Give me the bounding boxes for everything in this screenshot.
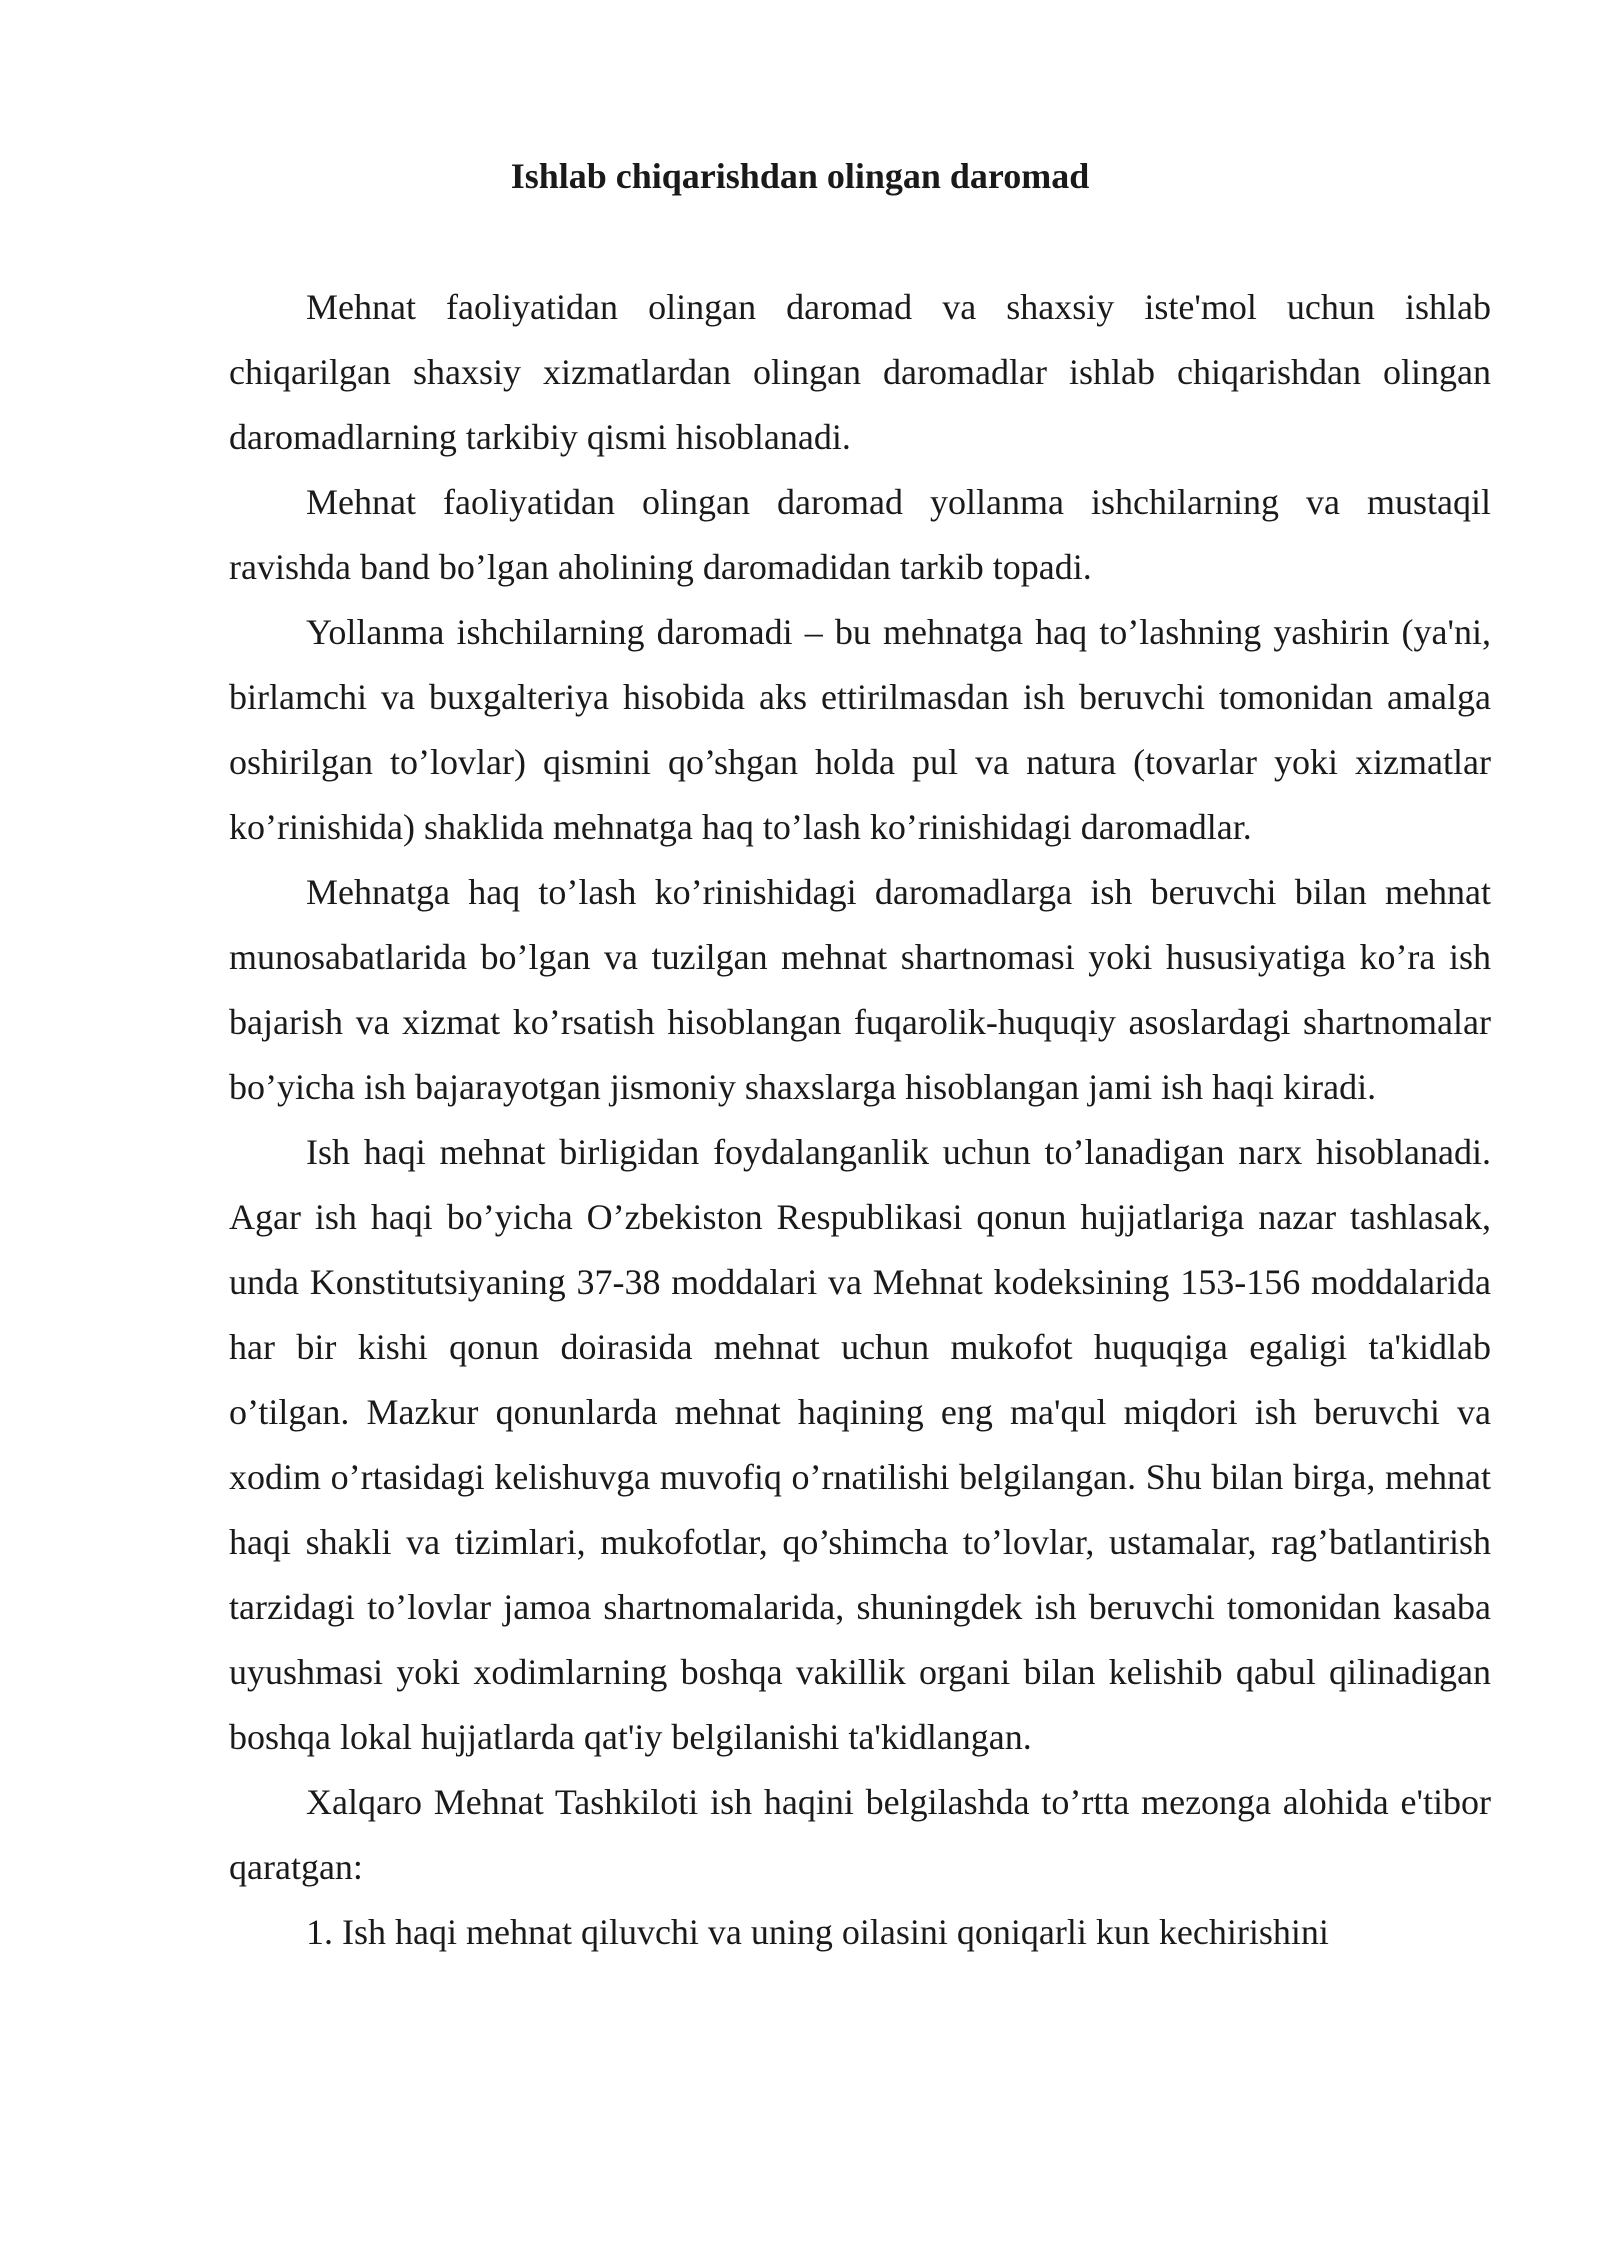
- paragraph-5: Ish haqi mehnat birligidan foydalanganlik uchun to’lanadigan narx hisoblanadi. Agar ish haqi bo’yicha O’zbekiston Respublikasi qonun hujjatlariga nazar tashlasak, unda Konstitutsiyaning 37-38 moddalari va Mehnat kodeksining 153-156 moddalarida har bir kishi qonun doirasida mehnat uchun mukofot huquqiga egaligi ta'kidlab o’tilgan. Mazkur qonunlarda mehnat haqining eng ma'qul miqdori ish beruvchi va xodim o’rtasidagi kelishuvga muvofiq o’rnatilishi belgilangan. Shu bilan birga, mehnat haqi shakli va tizimlari, mukofotlar, qo’shimcha to’lovlar, ustamalar, rag’batlantirish tarzidagi to’lovlar jamoa shartnomalarida, shuningdek ish beruvchi tomonidan kasaba uyushmasi yoki xodimlarning boshqa vakillik organi bilan kelishib qabul qilinadigan boshqa lokal hujjatlarda qat'iy belgilanishi ta'kidlangan.: [229, 1132, 1491, 1757]
- document-body: [229, 275, 1491, 1965]
- paragraph-6: Xalqaro Mehnat Tashkiloti ish haqini belgilashda to’rtta mezonga alohida e'tibor qaratgan:: [229, 1782, 1491, 1887]
- paragraph-4: Mehnatga haq to’lash ko’rinishidagi daromadlarga ish beruvchi bilan mehnat munosabatlarida bo’lgan va tuzilgan mehnat shartnomasi yoki hususiyatiga ko’ra ish bajarish va xizmat ko’rsatish hisoblangan fuqarolik-huquqiy asoslardagi shartnomalar bo’yicha ish bajarayotgan jismoniy shaxslarga hisoblangan jami ish haqi kiradi.: [229, 872, 1491, 1107]
- paragraph-2: Mehnat faoliyatidan olingan daromad yollanma ishchilarning va mustaqil ravishda band bo’lgan aholining daromadidan tarkib topadi.: [229, 482, 1491, 587]
- list-item-number: 1.: [306, 1912, 333, 1952]
- list-item-text: Ish haqi mehnat qiluvchi va uning oilasini qoniqarli kun kechirishini: [342, 1912, 1329, 1952]
- list-item: [229, 1900, 1491, 1965]
- paragraph-1: Mehnat faoliyatidan olingan daromad va shaxsiy iste'mol uchun ishlab chiqarilgan shaxsiy xizmatlardan olingan daromadlar ishlab chiqarishdan olingan daromadlarning tarkibiy qismi hisoblanadi.: [229, 287, 1491, 457]
- paragraph-3: Yollanma ishchilarning daromadi – bu mehnatga haq to’lashning yashirin (ya'ni, birlamchi va buxgalteriya hisobida aks ettirilmasdan ish beruvchi tomonidan amalga oshirilgan to’lovlar) qismini qo’shgan holda pul va natura (tovarlar yoki xizmatlar ko’rinishida) shaklida mehnatga haq to’lash ko’rinishidagi daromadlar.: [229, 612, 1491, 847]
- document-title: Ishlab chiqarishdan olingan daromad: [510, 156, 1090, 196]
